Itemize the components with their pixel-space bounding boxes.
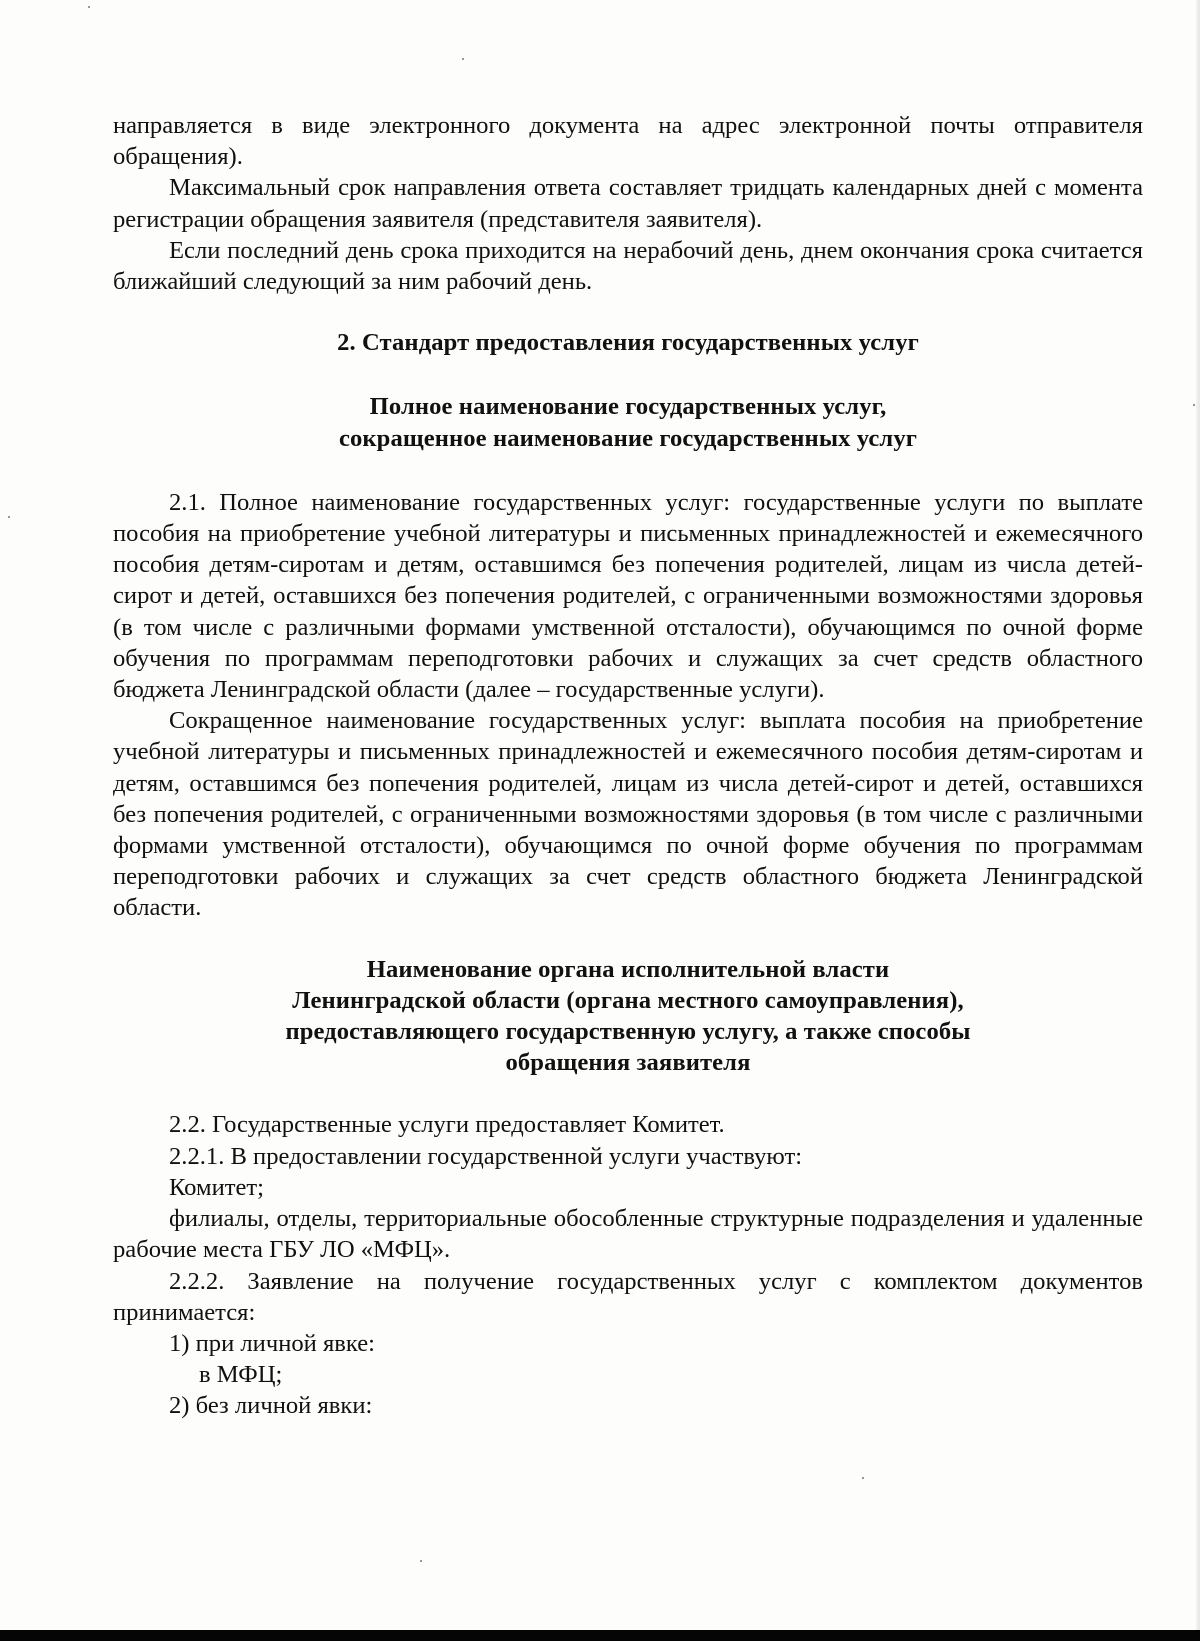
- list-item-1: 1) при личной явке:: [169, 1329, 375, 1357]
- document-body: [113, 110, 1143, 1422]
- list-item-branches: филиалы, отделы, территориальные обособленные структурные подразделения и удаленные рабочие места ГБУ ЛО «МФЦ».: [113, 1205, 1143, 1264]
- paragraph-continuation: направляется в виде электронного документа на адрес электронной почты отправителя обращения).: [113, 112, 1143, 171]
- section-title: 2. Стандарт предоставления государственных услуг: [337, 329, 919, 357]
- subheading-authority-line3: предоставляющего государственную услугу, а также способы: [285, 1018, 971, 1046]
- scan-bottom-bar: [0, 1630, 1200, 1641]
- paragraph-2-1: 2.1. Полное наименование государственных услуг: государственные услуги по выплате пособия на приобретение учебной литературы и письменных принадлежностей и ежемесячного пособия детям-сиротам и детям, оставшимся без попечения родителей, лицам из числа детей-сирот и детей, оставшихся без попечения родителей, с ограниченными возможностями здоровья (в том числе с различными формами умственной отсталости), обучающимся по очной форме обучения по программам переподготовки рабочих и служащих за счет средств областного бюджета Ленинградской области (далее – государственные услуги).: [113, 488, 1143, 704]
- subheading-authority-line4: обращения заявителя: [505, 1049, 751, 1077]
- list-item-2: 2) без личной явки:: [169, 1392, 373, 1420]
- paragraph-2-2-2: 2.2.2. Заявление на получение государственных услуг с комплектом документов принимается:: [113, 1267, 1143, 1326]
- subheading-full-name-line2: сокращенное наименование государственных услуг: [339, 424, 917, 452]
- paragraph-2-2: 2.2. Государственные услуги предоставляет Комитет.: [169, 1111, 725, 1139]
- list-item-1-mfc: в МФЦ;: [199, 1361, 283, 1389]
- scan-speck: [420, 1560, 422, 1562]
- paragraph-max-term: Максимальный срок направления ответа составляет тридцать календарных дней с момента регистрации обращения заявителя (представителя заявителя).: [113, 174, 1143, 233]
- subheading-authority-line1: Наименование органа исполнительной власти: [366, 955, 890, 983]
- scan-speck: [88, 6, 90, 8]
- paragraph-last-day: Если последний день срока приходится на нерабочий день, днем окончания срока считается ближайший следующий за ним рабочий день.: [113, 236, 1143, 296]
- subheading-authority-line2: Ленинградской области (органа местного самоуправления),: [292, 986, 964, 1014]
- scan-speck: [1193, 404, 1195, 406]
- subheading-full-name-line1: Полное наименование государственных услуг,: [369, 393, 887, 421]
- scan-speck: [862, 1477, 864, 1479]
- scan-speck: [462, 58, 464, 60]
- scan-speck: [8, 516, 10, 518]
- scan-edge: [1196, 0, 1200, 1641]
- paragraph-2-2-1: 2.2.1. В предоставлении государственной услуги участвуют:: [169, 1142, 803, 1170]
- list-item-committee: Комитет;: [169, 1173, 264, 1201]
- paragraph-short-name: Сокращенное наименование государственных услуг: выплата пособия на приобретение учебной литературы и письменных принадлежностей и ежемесячного пособия детям-сиротам и детям, оставшимся без попечения родителей, лицам из числа детей-сирот и детей, оставшихся без попечения родителей, с ограниченными возможностями здоровья (в том числе с различными формами умственной отсталости), обучающимся по очной форме обучения по программам переподготовки рабочих и служащих за счет средств областного бюджета Ленинградской области.: [113, 707, 1143, 922]
